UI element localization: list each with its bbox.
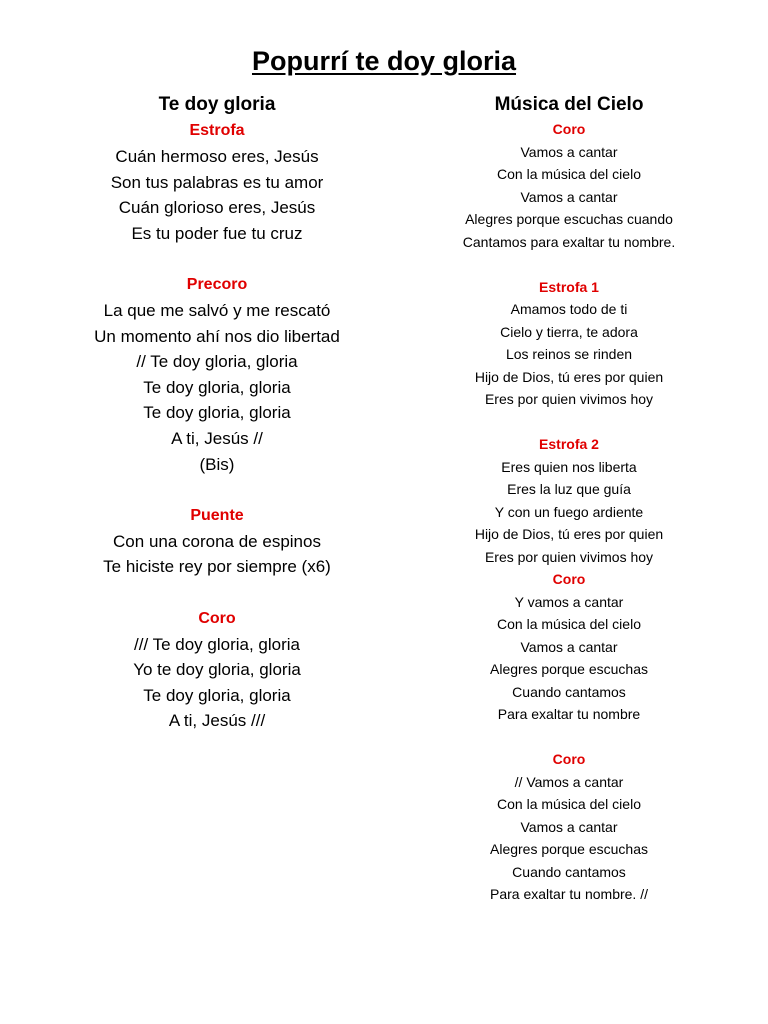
lyric-line: Para exaltar tu nombre	[497, 706, 641, 722]
lyric-line: Cuando cantamos	[512, 683, 626, 700]
lyric-line: Y con un fuego ardiente	[494, 503, 644, 520]
lyric-line: Vamos a cantar	[520, 818, 618, 835]
section-label-coro: Coro	[552, 571, 586, 587]
lyric-line: Yo te doy gloria, gloria	[133, 660, 301, 680]
lyric-line: Te doy gloria, gloria	[143, 403, 291, 423]
lyric-line: Y vamos a cantar	[514, 593, 624, 610]
section-label-coro: Coro	[552, 121, 586, 137]
lyric-line: Los reinos se rinden	[505, 346, 633, 362]
lyric-line: Para exaltar tu nombre. //	[490, 886, 648, 902]
stanza-spacer	[60, 477, 374, 503]
section-label-estrofa: Estrofa	[189, 122, 245, 139]
lyric-line: Cuando cantamos	[512, 863, 626, 880]
right-song-column	[420, 92, 718, 906]
lyric-line: La que me salvó y me rescató	[103, 300, 331, 320]
lyric-line: Un momento ahí nos dio libertad	[94, 326, 340, 346]
stanza-spacer	[60, 580, 374, 606]
lyric-line: A ti, Jesús //	[171, 428, 263, 448]
lyric-line: Vamos a cantar	[520, 188, 618, 205]
lyric-line: Amamos todo de ti	[510, 301, 628, 317]
document-title: Popurrí te doy gloria	[251, 46, 517, 76]
stanza-spacer	[420, 253, 718, 276]
lyric-line: Cantamos para exaltar tu nombre.	[462, 233, 676, 250]
lyric-line: Cuán hermoso eres, Jesús	[115, 147, 319, 166]
section-label-coro: Coro	[198, 609, 236, 627]
lyric-line: Eres por quien vivimos hoy	[484, 391, 654, 407]
lyric-line: Eres quien nos liberta	[501, 458, 637, 475]
lyric-line: (Bis)	[199, 454, 235, 474]
lyric-line: Son tus palabras es tu amor	[110, 172, 324, 192]
section-label-estrofa-2: Estrofa 2	[539, 436, 599, 452]
lyric-line: Eres por quien vivimos hoy	[484, 548, 654, 565]
section-label-puente: Puente	[190, 506, 244, 524]
lyric-line: Te hiciste rey por siempre (x6)	[103, 557, 331, 577]
lyric-line: Alegres porque escuchas	[490, 661, 648, 677]
lyric-line: Con la música del cielo	[497, 616, 641, 632]
left-song-title: Te doy gloria	[158, 94, 276, 115]
lyric-line: // Te doy gloria, gloria	[136, 352, 298, 372]
section-label-precoro: Precoro	[186, 275, 248, 293]
lyric-line: Cuán glorioso eres, Jesús	[118, 198, 316, 218]
section-label-coro: Coro	[552, 751, 586, 767]
left-song-column	[60, 92, 374, 734]
lyric-line: Con la música del cielo	[497, 796, 641, 812]
lyric-line: Vamos a cantar	[520, 143, 618, 160]
lyric-line: Te doy gloria, gloria	[143, 685, 291, 705]
lyric-line: Te doy gloria, gloria	[143, 377, 291, 397]
lyric-line: Con la música del cielo	[497, 166, 641, 182]
lyric-line: Vamos a cantar	[520, 638, 618, 655]
lyric-line: Alegres porque escuchas cuando	[465, 211, 673, 227]
stanza-spacer	[60, 246, 374, 272]
lyric-line: Alegres porque escuchas	[490, 841, 648, 857]
section-label-estrofa-1: Estrofa 1	[539, 278, 599, 295]
right-song-title: Música del Cielo	[494, 94, 644, 115]
lyric-line: // Vamos a cantar	[514, 773, 624, 790]
stanza-spacer	[420, 411, 718, 434]
lyric-line: /// Te doy gloria, gloria	[134, 634, 300, 654]
lyric-line: Hijo de Dios, tú eres por quien	[474, 526, 664, 542]
lyric-line: Con una corona de espinos	[113, 531, 321, 551]
lyric-line: Hijo de Dios, tú eres por quien	[474, 368, 664, 385]
lyric-line: Cielo y tierra, te adora	[500, 323, 638, 340]
lyric-line: A ti, Jesús ///	[168, 711, 266, 731]
stanza-spacer	[420, 726, 718, 749]
lyric-line: Eres la luz que guía	[507, 481, 631, 497]
lyric-line: Es tu poder fue tu cruz	[131, 223, 303, 243]
